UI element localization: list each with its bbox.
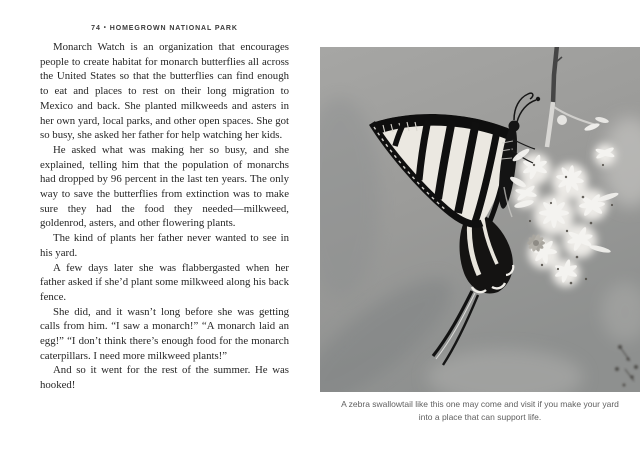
body-text-column [40,40,289,393]
body-paragraph: A few days later she was flabbergasted when her father asked if she’d plant some milkweed along his back fence. [40,261,289,303]
body-paragraph: She did, and it wasn’t long before she was getting calls from him. “I saw a monarch!” “A monarch laid an egg!” “I don’t think there’s enough food for the monarch caterpillars. I need more milkweed plants!” [40,305,289,362]
bullet-separator: • [103,25,107,31]
running-head [40,25,289,32]
page-number: 74 [91,25,101,32]
body-paragraph: And so it went for the rest of the summer. He was hooked! [40,364,289,392]
book-title: HOMEGROWN NATIONAL PARK [109,25,238,32]
butterfly-photo [320,47,640,392]
figure-caption: A zebra swallowtail like this one may come and visit if you make your yard into a place that can support life. [341,399,619,422]
body-paragraph: Monarch Watch is an organization that encourages people to create habitat for monarch butterflies all across the United States so that the butterflies can find enough to eat and places to rest on their long migration to Mexico and back. She planted milkweeds and asters in her own yard, local parks, and other open spaces. She got so busy, she asked her father for help watching her kids. [40,41,289,142]
body-paragraph: The kind of plants her father never wanted to see in his yard. [40,232,289,259]
body-paragraph: He asked what was making her so busy, and she explained, telling him that the population of monarchs had dropped by 96 percent in the last ten years. The only way to save the butterflies from extinction was to make sure they had the food they needed—milkweed, goldenrod, asters, and other flowering plants. [40,143,289,230]
